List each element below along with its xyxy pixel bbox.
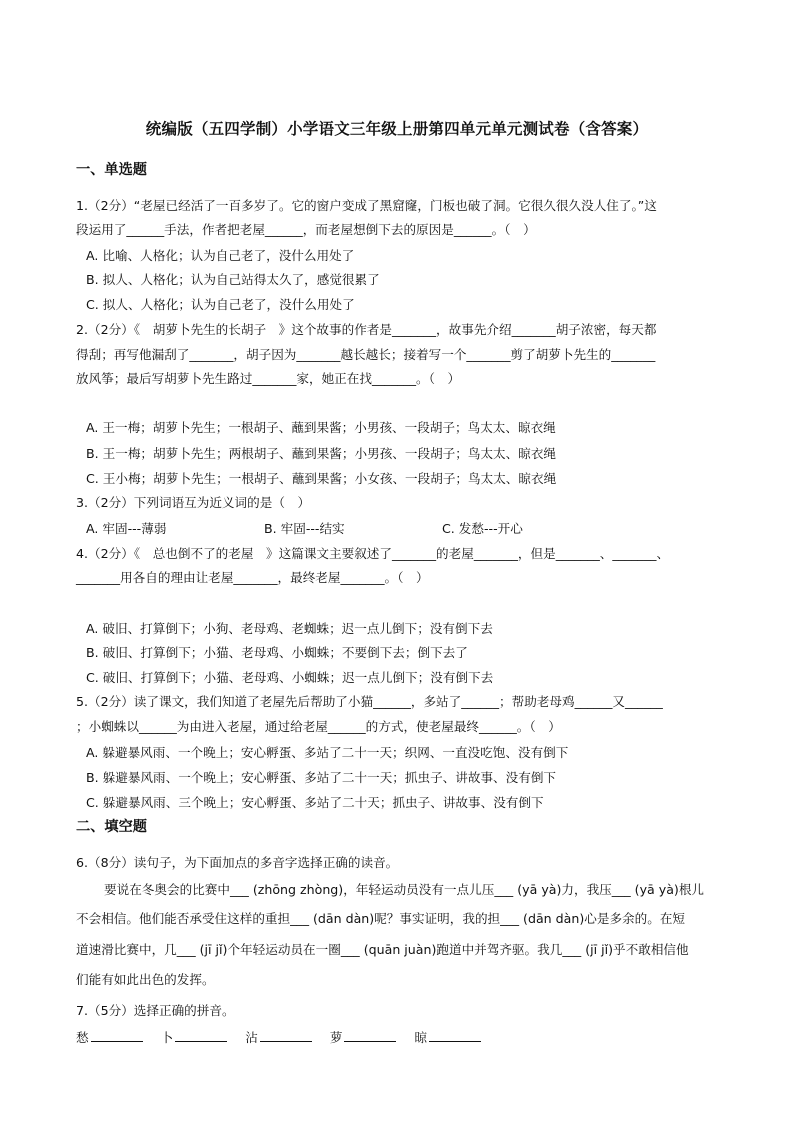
question-1-line-2: 段运用了______手法，作者把老屋______，而老屋想倒下去的原因是______。（ ） [76, 222, 536, 237]
question-5-option-c[interactable]: C. 躲避暴风雨、三个晚上；安心孵蛋、多站了二十天；抓虫子、讲故事、没有倒下 [86, 795, 544, 810]
question-4-option-a[interactable]: A. 破旧、打算倒下；小狗、老母鸡、老蜘蛛；迟一点儿倒下；没有倒下去 [86, 621, 493, 636]
question-7-answer-row [76, 1029, 495, 1046]
question-3-option-a[interactable]: A. 牢固---薄弱 [86, 521, 167, 536]
question-1-line-1: 1.（2分）“老屋已经活了一百多岁了。它的窗户变成了黑窟窿，门板也破了洞。它很久很久没人住了。”这 [76, 198, 657, 213]
question-4-option-c[interactable]: C. 破旧、打算倒下；小猫、老母鸡、小蜘蛛；迟一点儿倒下；没有倒下去 [86, 670, 494, 685]
question-3-option-c[interactable]: C. 发愁---开心 [442, 521, 523, 536]
question-5-line-2: ；小蜘蛛以______为由进入老屋，通过给老屋______的方式，使老屋最终______。（ ） [76, 719, 561, 734]
answer-item [414, 1029, 481, 1046]
answer-item [245, 1029, 312, 1046]
answer-blank[interactable] [429, 1029, 481, 1042]
question-3-option-b[interactable]: B. 牢固---结实 [264, 521, 345, 536]
question-6-passage-line-2: 不会相信。他们能否承受住这样的重担___ (dān dàn)呢？事实证明，我的担___ (dān dàn)心是多余的。在短 [76, 911, 686, 926]
question-2-option-c[interactable]: C. 王小梅；胡萝卜先生；一根胡子、蘸到果酱；小女孩、一段胡子；鸟太太、晾衣绳 [86, 471, 557, 486]
question-4-line-2: _______用各自的理由让老屋_______，最终老屋_______。（ ） [76, 570, 429, 585]
section-heading-single-choice: 一、单选题 [76, 162, 147, 178]
question-5-option-b[interactable]: B. 躲避暴风雨、一个晚上；安心孵蛋、多站了二十一天；抓虫子、讲故事、没有倒下 [86, 770, 557, 785]
question-2-line-3: 放风筝；最后写胡萝卜先生路过_______家，她正在找_______。（ ） [76, 371, 461, 386]
question-2-option-a[interactable]: A. 王一梅；胡萝卜先生；一根胡子、蘸到果酱；小男孩、一段胡子；鸟太太、晾衣绳 [86, 420, 556, 435]
question-4-option-b[interactable]: B. 破旧、打算倒下；小猫、老母鸡、小蜘蛛；不要倒下去；倒下去了 [86, 645, 468, 660]
character-label: 卜 [160, 1030, 174, 1045]
character-label: 愁 [76, 1030, 89, 1045]
question-7-stem: 7.（5分）选择正确的拼音。 [76, 1003, 235, 1018]
question-2-line-1: 2.（2分）《 胡萝卜先生的长胡子 》这个故事的作者是_______，故事先介绍_______胡子浓密，每天都 [76, 322, 657, 337]
section-heading-fill-blank: 二、填空题 [76, 819, 147, 835]
answer-item [76, 1029, 143, 1046]
question-6-stem: 6.（8分）读句子，为下面加点的多音字选择正确的读音。 [76, 855, 399, 870]
question-6-passage-line-4: 们能有如此出色的发挥。 [76, 972, 215, 987]
answer-blank[interactable] [260, 1029, 312, 1042]
answer-blank[interactable] [175, 1029, 227, 1042]
question-5-line-1: 5.（2分）读了课文，我们知道了老屋先后帮助了小猫______，多站了______；帮助老母鸡______又______ [76, 694, 663, 709]
character-label: 晾 [414, 1030, 428, 1045]
question-2-line-2: 得刮；再写他漏刮了_______，胡子因为_______越长越长；接着写一个_______剪了胡萝卜先生的_______ [76, 347, 656, 362]
question-6-passage-line-3: 道速滑比赛中，几___ (jī jǐ)个年轻运动员在一圈___ (quān juàn)跑道中并驾齐驱。我几___ (jī jǐ)乎不敢相信他 [76, 942, 689, 957]
character-label: 沾 [245, 1030, 258, 1045]
page-title: 统编版（五四学制）小学语文三年级上册第四单元单元测试卷（含答案） [145, 120, 649, 138]
question-1-option-a[interactable]: A. 比喻、人格化；认为自己老了，没什么用处了 [86, 248, 355, 263]
answer-blank[interactable] [91, 1029, 143, 1042]
question-1-option-b[interactable]: B. 拟人、人格化；认为自己站得太久了，感觉很累了 [86, 272, 380, 287]
question-5-option-a[interactable]: A. 躲避暴风雨、一个晚上；安心孵蛋、多站了二十一天；织网、一直没吃饱、没有倒下 [86, 745, 569, 760]
question-3-stem: 3.（2分）下列词语互为近义词的是（ ） [76, 495, 311, 510]
answer-blank[interactable] [344, 1029, 396, 1042]
answer-item [161, 1029, 228, 1046]
question-6-passage-line-1: 要说在冬奥会的比赛中___ (zhōng zhòng)，年轻运动员没有一点儿压___ (yā yà)力，我压___ (yā yà)根儿 [104, 882, 705, 897]
question-4-line-1: 4.（2分）《 总也倒不了的老屋 》这篇课文主要叙述了_______的老屋_______，但是_______、_______、 [76, 546, 670, 561]
question-2-option-b[interactable]: B. 王一梅；胡萝卜先生；两根胡子、蘸到果酱；小男孩、一段胡子；鸟太太、晾衣绳 [86, 446, 557, 461]
answer-item [330, 1029, 397, 1046]
character-label: 萝 [329, 1030, 343, 1045]
question-1-option-c[interactable]: C. 拟人、人格化；认为自己老了，没什么用处了 [86, 297, 355, 312]
